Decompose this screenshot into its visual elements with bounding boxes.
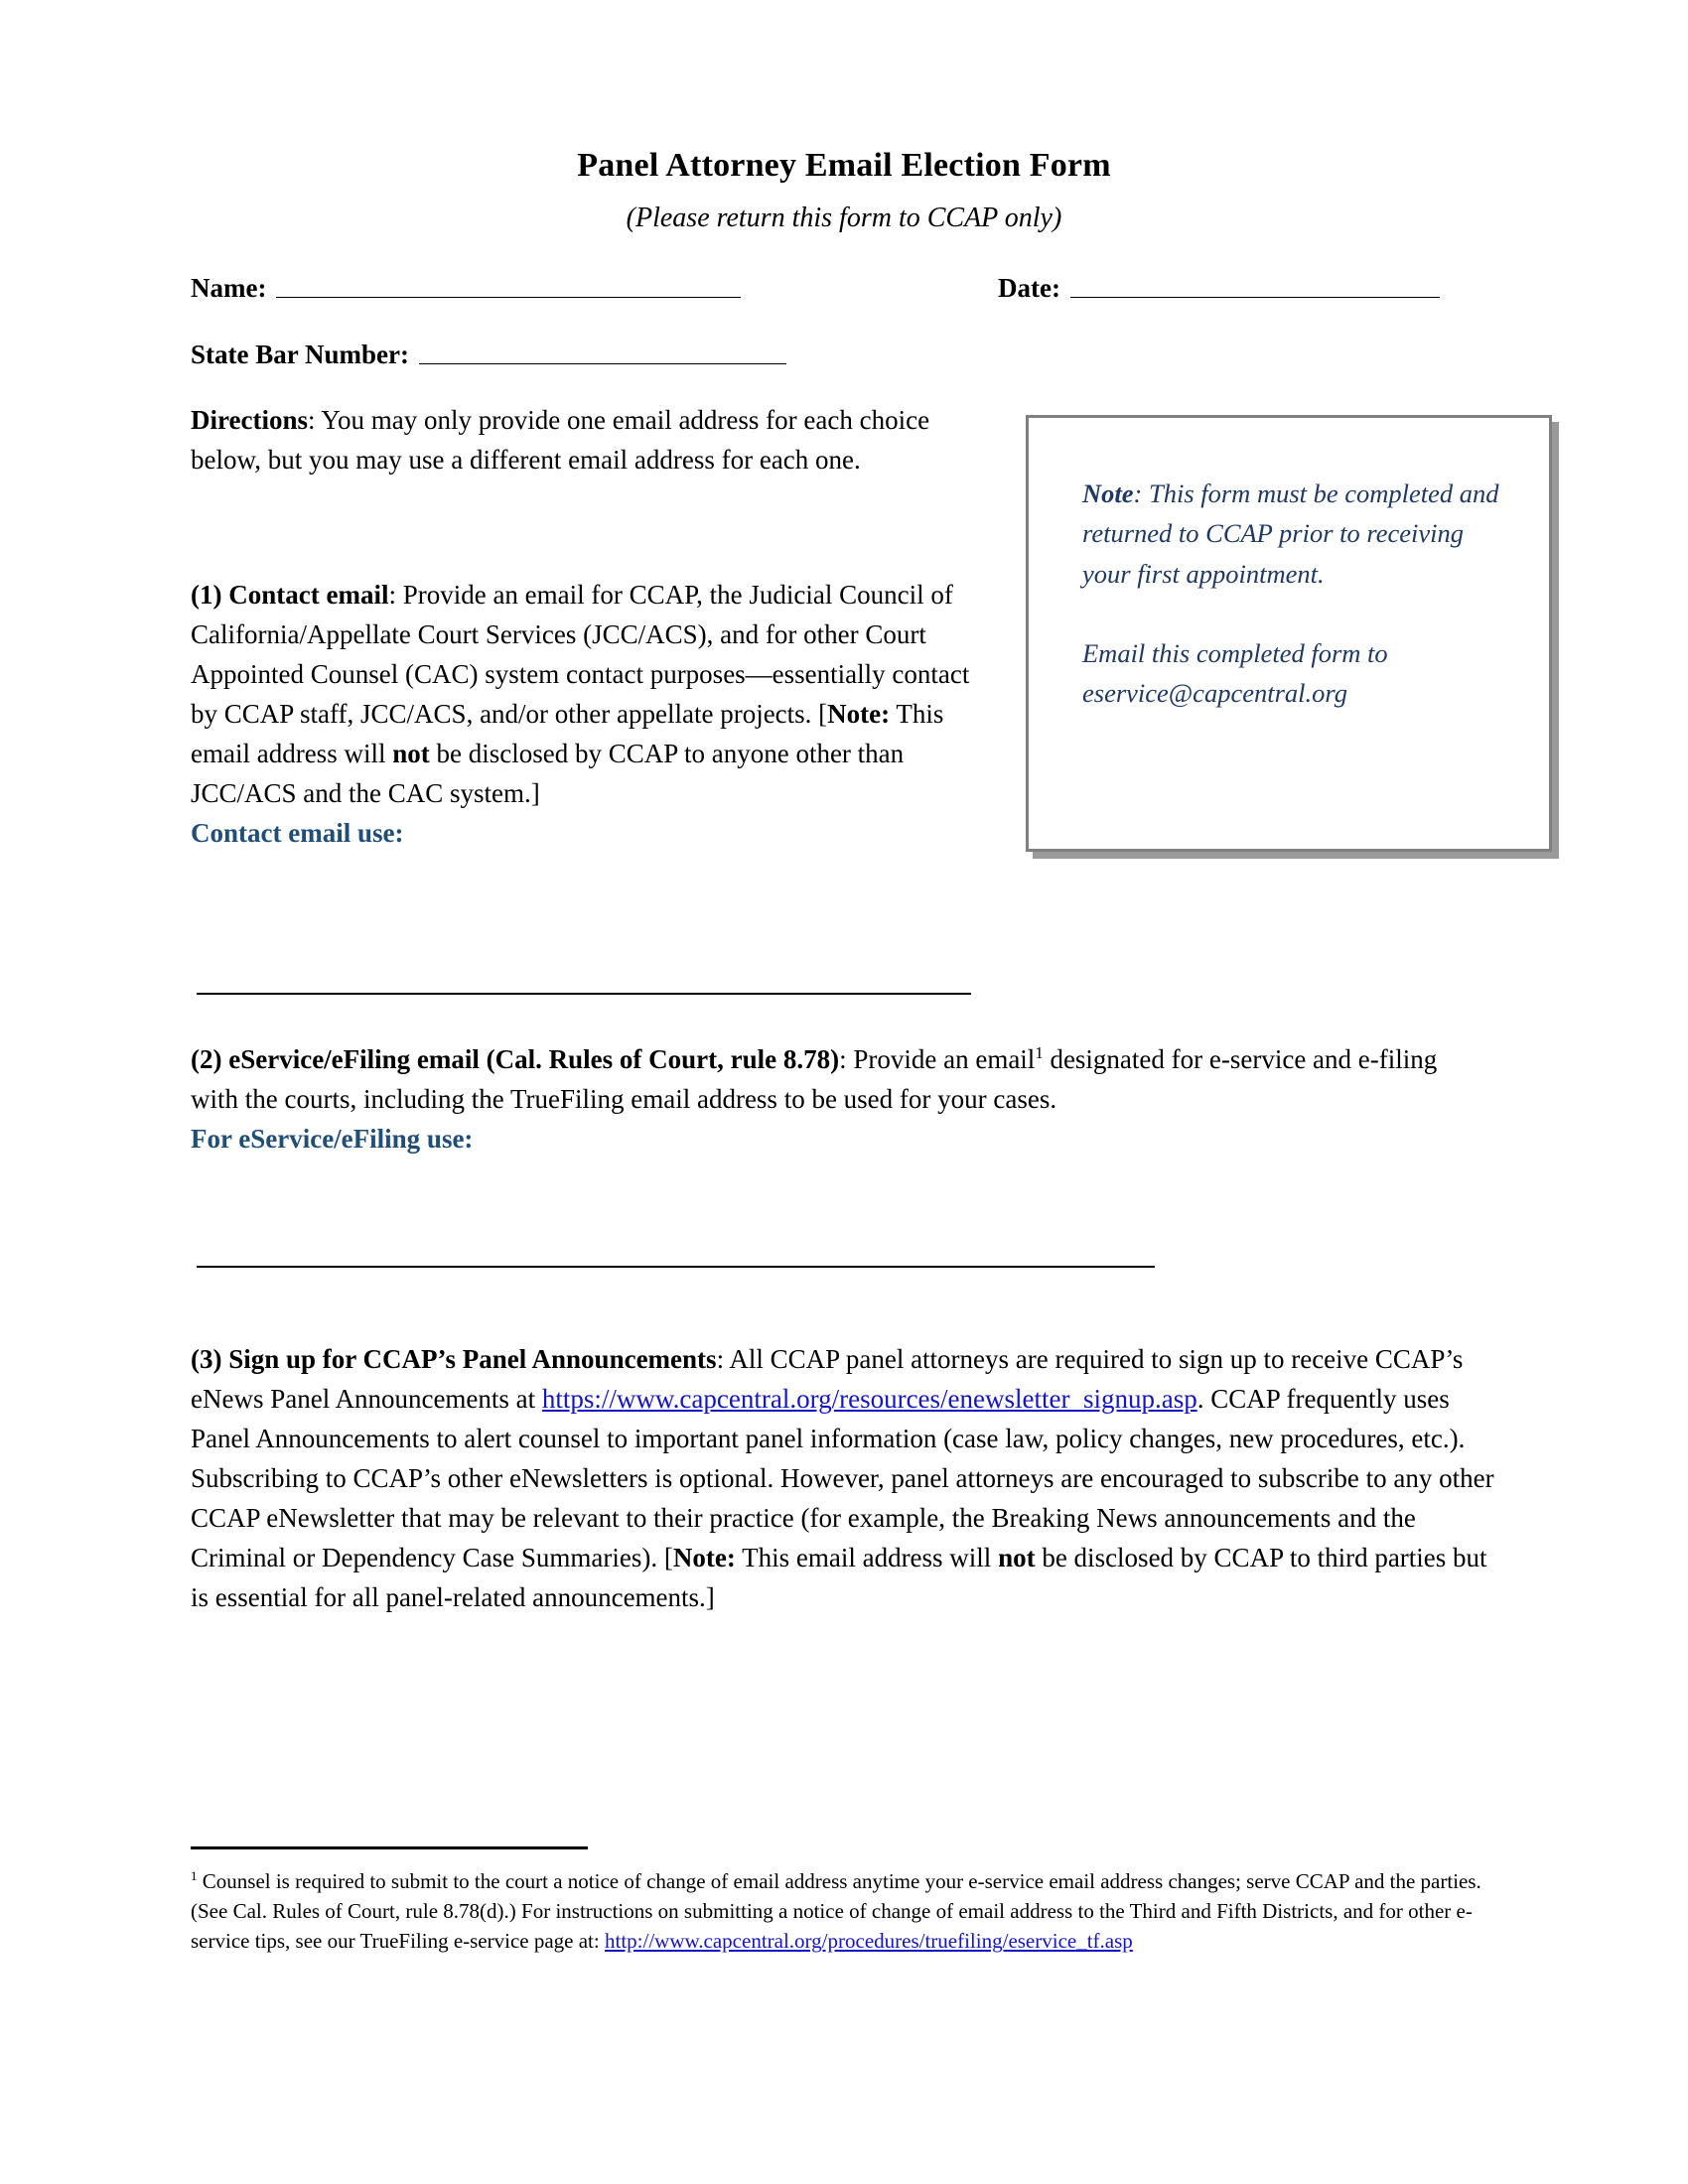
enewsletter-signup-link[interactable]: https://www.capcentral.org/resources/enewsletter_signup.asp [541, 1383, 1197, 1414]
directions-lead-label: Directions [191, 405, 308, 435]
section-1-use-label: Contact email use: [191, 817, 404, 848]
footnote-1 [191, 1866, 1496, 1957]
note-lead-label: Note [1082, 478, 1134, 508]
section-3-text-part2: . CCAP frequently uses Panel Announcements to alert counsel to important panel information (case law, policy changes, new procedures, etc.). Subscribing to CCAP’s other eNewsletters is optional. However, panel attorneys are encouraged to subscribe to any other CCAP eNewsletter that may be relevant to their practice (for example, the Breaking News announcements and the Criminal or Dependency Case Summaries). [ [191, 1383, 1494, 1572]
section-1-text-part1: : Provide an email for CCAP, the Judicial Council of California/Appellate Court Services (JCC/ACS), and for other Court Appointed Counsel (CAC) system contact purposes—essentially contact by CCAP staff, JCC/ACS, and/or other appellate projects. [ [191, 580, 970, 729]
section-3-note-lead: Note: [672, 1542, 736, 1572]
note-callout-box [1026, 415, 1552, 852]
section-3-panel-announcements [191, 1340, 1496, 1618]
state-bar-number-field-row [191, 340, 786, 370]
section-1-contact-email [191, 576, 975, 854]
date-input-line[interactable] [1070, 296, 1440, 298]
section-1-number: (1) [191, 580, 222, 610]
truefiling-eservice-link[interactable]: http://www.capcentral.org/procedures/truefiling/eservice_tf.asp [604, 1929, 1133, 1954]
section-1-text-part2: This email address will [191, 698, 944, 768]
note-paragraph-deadline [1082, 474, 1505, 594]
date-label: Date: [998, 273, 1060, 303]
page-subtitle: (Please return this form to CCAP only) [626, 203, 1062, 233]
section-2-eservice-efiling-email [191, 1040, 1489, 1160]
name-label: Name: [191, 273, 267, 303]
note-paragraph-deadline-text: : This form must be completed and returned to CCAP prior to receiving your first appointment. [1082, 478, 1499, 589]
footnote-marker: 1 [191, 1868, 198, 1883]
section-3-text-part3: This email address will [735, 1542, 999, 1572]
name-field-row [191, 273, 741, 304]
date-field-row [998, 273, 1440, 304]
name-input-line[interactable] [276, 296, 741, 298]
section-2-lead-label: eService/eFiling email (Cal. Rules of Court, rule 8.78) [228, 1044, 840, 1074]
section-3-text-part4: be disclosed by CCAP to third parties but is essential for all panel-related announcements.] [191, 1542, 1487, 1612]
footnote-text: Counsel is required to submit to the court a notice of change of email address anytime your e-service email address changes; serve CCAP and the parties. (See Cal. Rules of Court, rule 8.78(d).) For instructions on submitting a notice of change of email address to the Third and Fifth Districts, and for other e-service tips, see our TrueFiling e-service page at: [191, 1869, 1481, 1954]
note-paragraph-email: Email this completed form to eservice@capcentral.org [1082, 637, 1388, 709]
section-2-text-part2: designated for e-service and e-filing with the courts, including the TrueFiling email address to be used for your cases. [191, 1044, 1438, 1114]
section-3-lead-label: Sign up for CCAP’s Panel Announcements [228, 1344, 717, 1374]
state-bar-number-input-line[interactable] [419, 362, 786, 364]
section-2-text-part1: : Provide an email [839, 1044, 1036, 1074]
section-1-emphasis-not: not [392, 738, 430, 768]
section-3-text-part1: : All CCAP panel attorneys are required to sign up to receive CCAP’s eNews Panel Announcements at [191, 1344, 1464, 1414]
footnote-separator [191, 1846, 588, 1849]
contact-email-answer-line[interactable] [197, 993, 971, 995]
directions-text: : You may only provide one email address for each choice below, but you may use a different email address for each one. [191, 405, 930, 475]
section-2-footnote-marker[interactable]: 1 [1035, 1043, 1044, 1062]
section-2-use-label: For eService/eFiling use: [191, 1123, 474, 1154]
section-3-emphasis-not: not [998, 1542, 1036, 1572]
section-1-note-lead: Note: [827, 698, 891, 729]
section-3-number: (3) [191, 1344, 222, 1374]
directions-paragraph [191, 401, 945, 480]
page-title: Panel Attorney Email Election Form [577, 147, 1111, 184]
section-2-number: (2) [191, 1044, 222, 1074]
section-1-text-part3: be disclosed by CCAP to anyone other than JCC/ACS and the CAC system.] [191, 738, 905, 808]
state-bar-number-label: State Bar Number: [191, 340, 409, 369]
section-1-lead-label: Contact email [228, 580, 389, 610]
eservice-email-answer-line[interactable] [197, 1266, 1155, 1268]
